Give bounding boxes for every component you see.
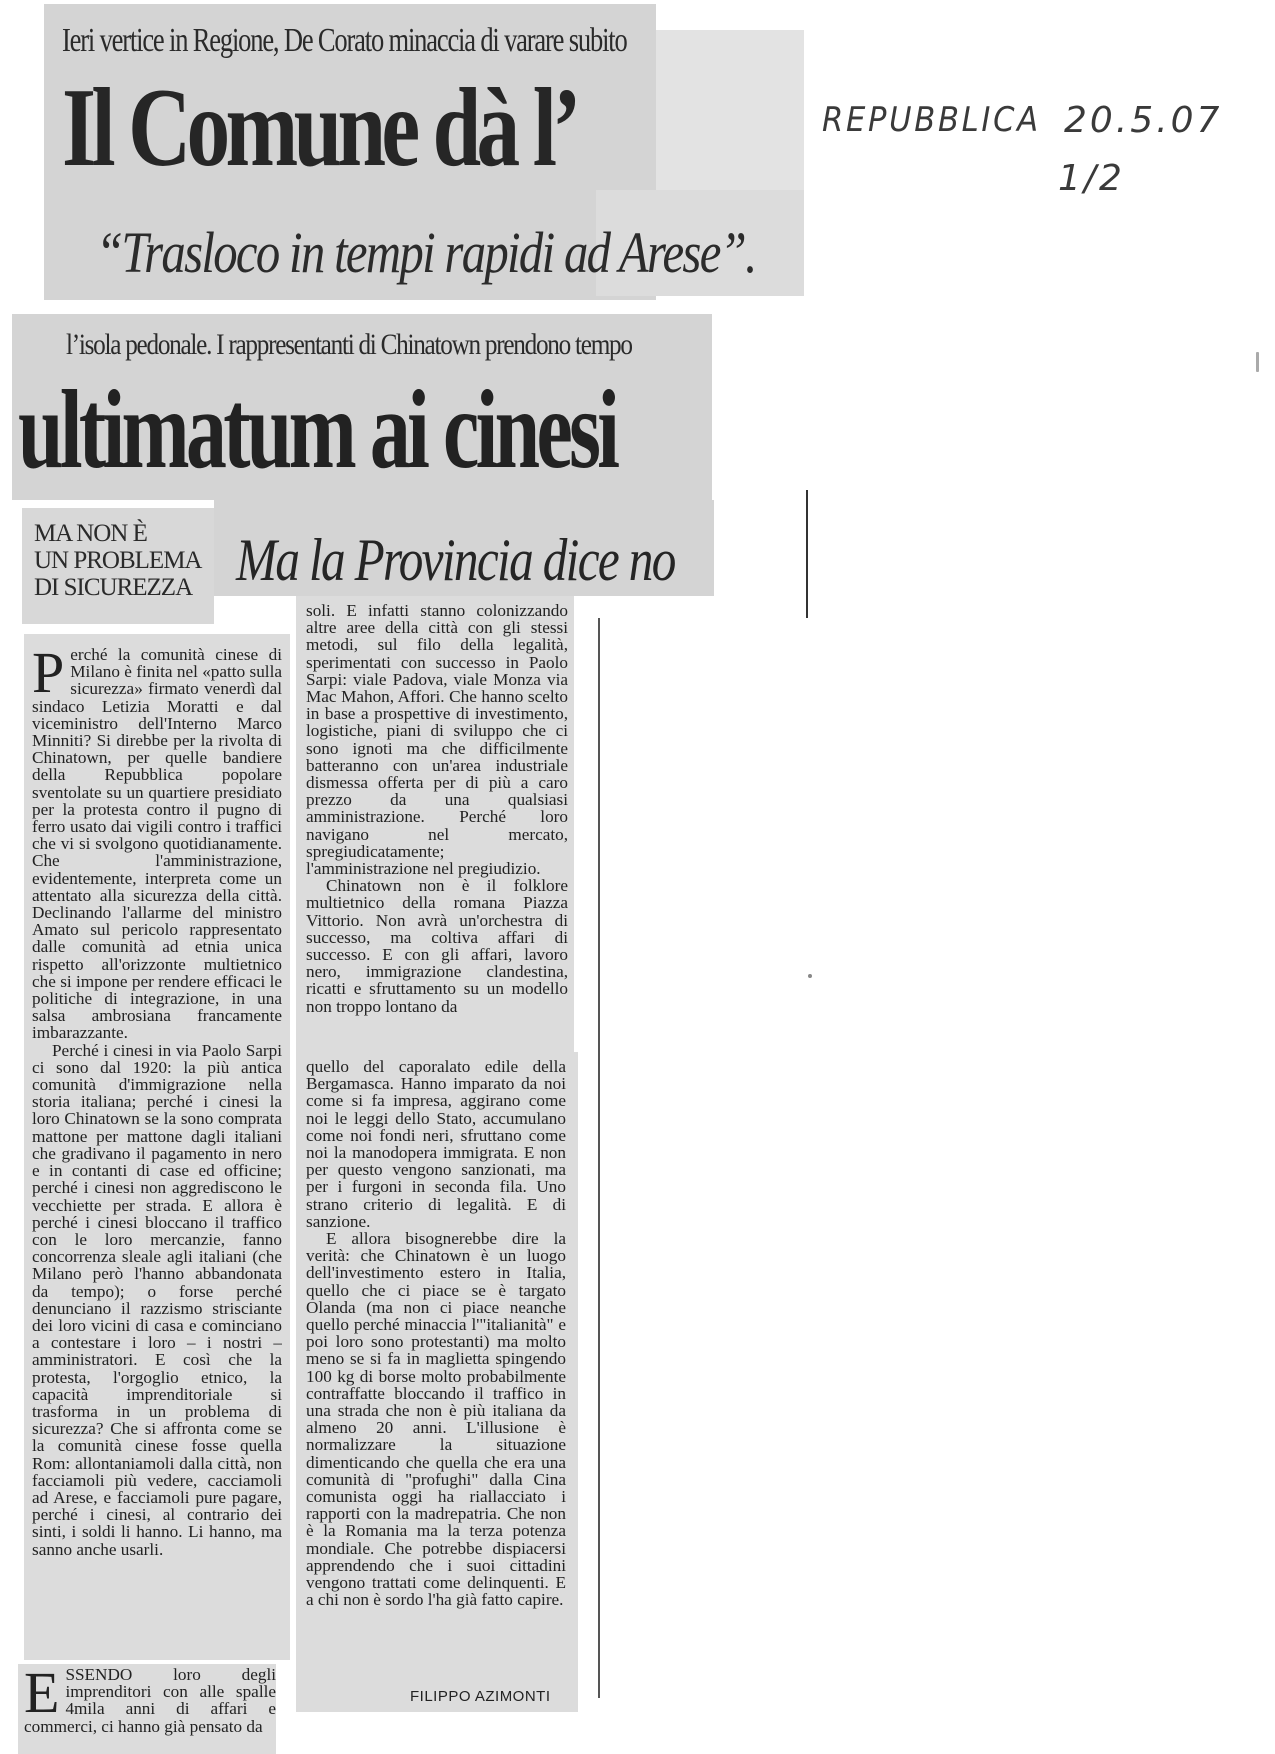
scan-speck	[808, 974, 812, 978]
boxed-kicker-line: UN PROBLEMA	[34, 547, 202, 574]
article-column-1	[32, 646, 282, 1652]
handwritten-date: 20.5.07	[1064, 100, 1223, 141]
article-column-1b	[24, 1666, 276, 1752]
headline-kicker-second: l’isola pedonale. I rappresentanti di Chinatown prendono tempo	[66, 328, 632, 361]
dropcap: E	[24, 1666, 60, 1725]
article-column-2	[306, 602, 568, 1046]
headline-main-top: Il Comune dà l’	[62, 66, 577, 190]
headline-clip-ghost	[656, 30, 804, 190]
boxed-kicker	[34, 520, 214, 601]
article-paragraph: soli. E infatti stanno colonizzando altre aree della città con gli stessi metodi, sul filo della legalità, sperimentati con successo in Paolo Sarpi: viale Padova, viale Monza via Mac Mahon, Affori. Che hanno scelto in base a prospettive di investimento, logistiche, piani di sviluppo che ci sono ignoti ma che difficilmente batteranno con un'area industriale dismessa offerta per di più a caro prezzo da una qualsiasi amministrazione. Perché loro navigano nel mercato, spregiudicatamente; l'amministrazione nel pregiudizio.	[306, 602, 568, 879]
article-paragraph: quello del caporalato edile della Bergamasca. Hanno imparato da noi come si fa impresa, aggirano come noi le leggi dello Stato, accumulano come noi fondi neri, sfruttano come noi la manodopera immigrata. E non per questo vengono sanzionati, ma per i furgoni in seconda fila. Uno strano criterio di legalità. E di sanzione.	[306, 1058, 566, 1231]
dropcap: P	[32, 646, 65, 705]
article-paragraph: Perché la comunità cinese di Milano è finita nel «patto sulla sicurezza» firmato venerdì dal sindaco Letizia Moratti e dal viceministro dell'Interno Marco Minniti? Si direbbe per la rivolta di Chinatown, per quelle bandiere della Repubblica popolare sventolate su un quartiere presidiato per la protesta contro il pugno di ferro usato dai vigili contro i traffici che vi si svolgono quotidianamente. Che l'amministrazione, evidentemente, interpreta come un attentato alla sicurezza della città. Declinando l'allarme del ministro Amato sul pericolo rappresentato dalle comunità ad etnia unica rispetto all'orizzonte multietnico che si impone per rendere efficaci le politiche di integrazione, in una salsa ambrosiana francamente imbarazzante.	[32, 646, 282, 1043]
scan-edge-line	[806, 490, 808, 618]
headline-quote: “Trasloco in tempi rapidi ad Arese”.	[96, 220, 756, 285]
scan-edge-line	[598, 618, 600, 1698]
headline-kicker-top: Ieri vertice in Regione, De Corato minaccia di varare subito	[62, 22, 627, 59]
article-paragraph: E allora bisognerebbe dire la verità: che Chinatown è un luogo dell'investimento estero in Italia, quello che ci piace se è targato Olanda (ma non ci piace neanche quello perché minaccia l'"italianità" e poi loro sono protestanti) ma molto meno se si fa in maglietta spingendo 100 kg di borse molto probabilmente contraffatte bloccando il traffico in una strada che non è più italiana da almeno 20 anni. L'illusione è normalizzare la situazione dimenticando che quella che era una comunità di "profughi" dalla Cina comunista oggi ha riallacciato i rapporti con la madrepatria. Che non è la Romania ma la terza potenza mondiale. Che potrebbe dispiacersi apprendendo che i suoi cittadini vengono trattati come delinquenti. E a chi non è sordo l'ha già fatto capire.	[306, 1229, 566, 1610]
article-column-3	[306, 1058, 566, 1694]
article-paragraph: Perché i cinesi in via Paolo Sarpi ci sono dal 1920: la più antica comunità d'immigrazione nella storia italiana; perché i cinesi la loro Chinatown se la sono comprata mattone per mattone dagli italiani che gradivano il pagamento in nero e in contanti di case ed officine; perché i cinesi non aggrediscono le vecchiette per strada. E allora è perché i cinesi bloccano il traffico con le loro mercanzie, fanno concorrenza sleale agli italiani (che Milano però l'hanno abbandonata da tempo); o forse perché denunciano il razzismo strisciante dei loro vicini di casa e cominciano a contestare i loro – i nostri – amministratori. E così che la protesta, l'orgoglio etnico, la capacità imprenditoriale si trasforma in un problema di sicurezza? Che si affronta come se la comunità cinese fosse quella Rom: allontaniamoli dalla città, non facciamoli più vedere, cacciamoli ad Arese, e facciamoli pure pagare, perché i cinesi, al contrario dei sinti, i soldi li hanno. Li hanno, ma sanno anche usarli.	[32, 1040, 282, 1559]
boxed-kicker-line: MA NON È	[34, 520, 147, 547]
article-paragraph: Chinatown non è il folklore multietnico della romana Piazza Vittorio. Non avrà un'orchestra di successo, ma coltiva affari di successo. E con gli affari, lavoro nero, immigrazione clandestina, ricatti e sfruttamento su un modello non troppo lontano da	[306, 876, 568, 1016]
article-paragraph: ESSENDO loro degli imprenditori con alle spalle 4mila anni di affari e commerci, ci hanno già pensato da	[24, 1666, 276, 1736]
boxed-kicker-line: DI SICUREZZA	[34, 574, 193, 601]
handwritten-page: 1/2	[1058, 158, 1125, 199]
byline: FILIPPO AZIMONTI	[410, 1688, 551, 1705]
handwritten-source: REPUBBLICA	[822, 100, 1041, 140]
scan-speck	[1256, 352, 1259, 372]
headline-province: Ma la Provincia dice no	[236, 527, 675, 593]
headline-main-second: ultimatum ai cinesi	[18, 368, 617, 492]
